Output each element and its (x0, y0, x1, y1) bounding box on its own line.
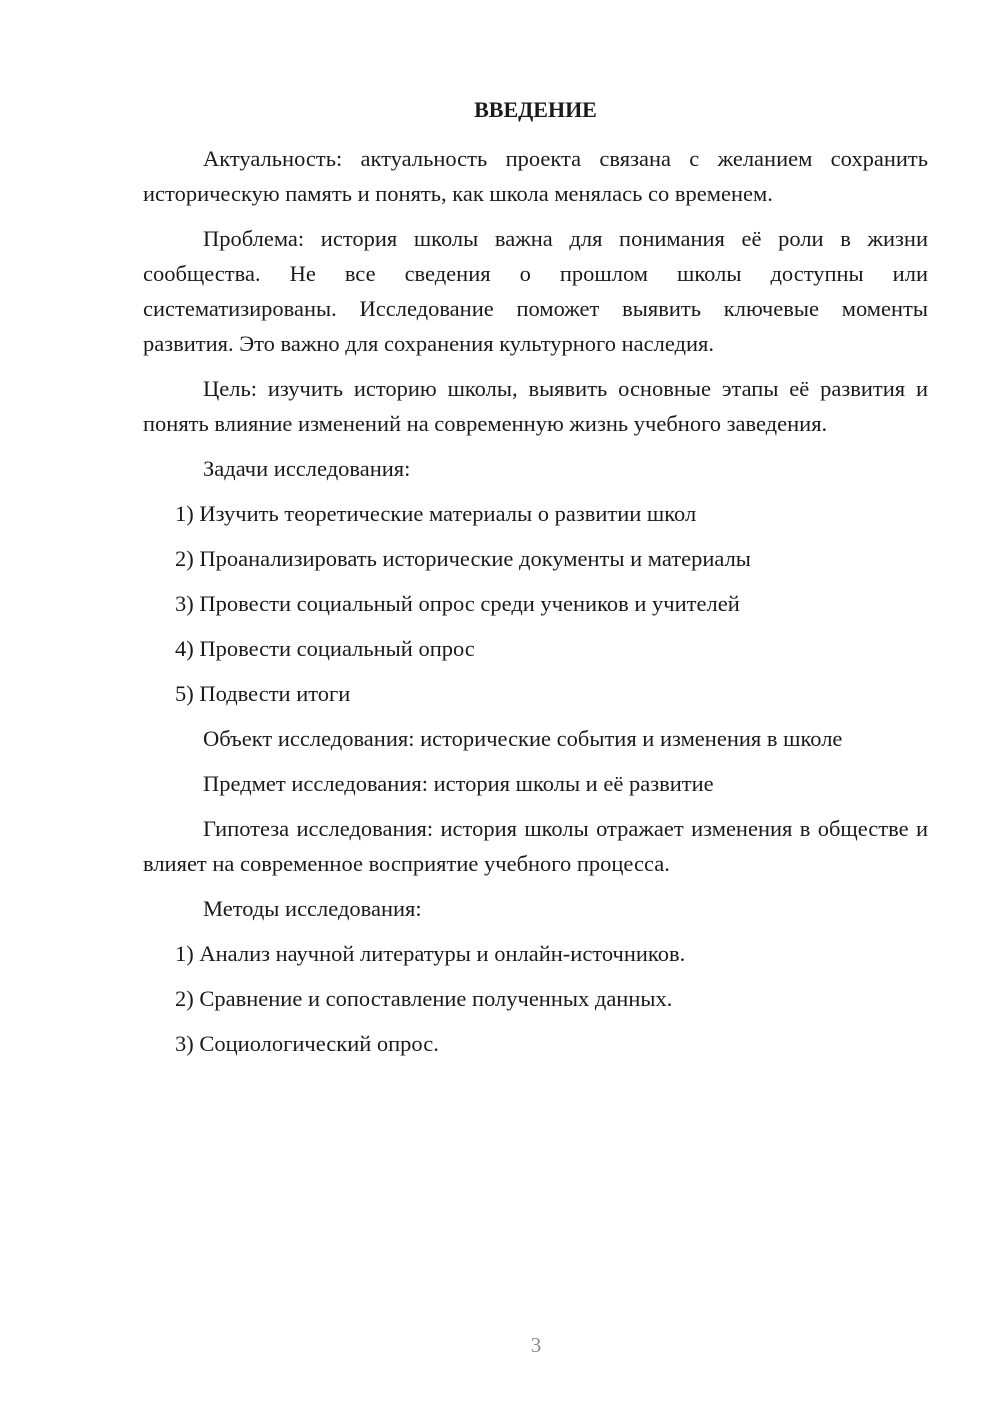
object-line: Объект исследования: исторические события и изменения в школе (203, 726, 843, 751)
page-number: 3 (530, 1333, 542, 1357)
task-item: 5) Подвести итоги (175, 681, 351, 706)
hypothesis-paragraph: Гипотеза исследования: история школы отражает изменения в обществе и влияет на современное восприятие учебного процесса. (143, 816, 928, 876)
methods-heading: Методы исследования: (203, 896, 422, 921)
document-body (143, 92, 928, 1071)
goal-paragraph: Цель: изучить историю школы, выявить основные этапы её развития и понять влияние изменений на современную жизнь учебного заведения. (143, 376, 928, 436)
relevance-paragraph: Актуальность: актуальность проекта связана с желанием сохранить историческую память и понять, как школа менялась со временем. (143, 146, 928, 206)
method-item: 3) Социологический опрос. (175, 1031, 439, 1056)
subject-line: Предмет исследования: история школы и её развитие (203, 771, 714, 796)
task-item: 1) Изучить теоретические материалы о развитии школ (175, 501, 697, 526)
problem-paragraph: Проблема: история школы важна для понимания её роли в жизни сообщества. Не все сведения о прошлом школы доступны или систематизированы. Исследование поможет выявить ключевые моменты развития. Это важно для сохранения культурного наследия. (143, 226, 928, 356)
task-item: 2) Проанализировать исторические документы и материалы (175, 546, 751, 571)
method-item: 1) Анализ научной литературы и онлайн-источников. (175, 941, 686, 966)
task-item: 3) Провести социальный опрос среди учеников и учителей (175, 591, 740, 616)
tasks-list (143, 496, 928, 711)
methods-list (143, 936, 928, 1061)
method-item: 2) Сравнение и сопоставление полученных данных. (175, 986, 673, 1011)
task-item: 4) Провести социальный опрос (175, 636, 475, 661)
tasks-heading: Задачи исследования: (203, 456, 411, 481)
section-title: ВВЕДЕНИЕ (474, 97, 597, 122)
